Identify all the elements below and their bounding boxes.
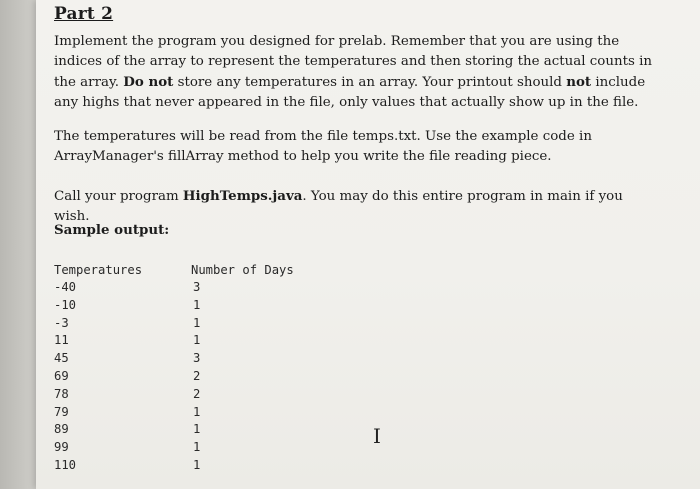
output-days-cell: 1	[193, 297, 201, 312]
paragraph-program-name	[54, 186, 654, 227]
output-days-cell: 1	[193, 422, 201, 437]
output-days-cell: 3	[193, 280, 201, 294]
output-days-cell: 1	[193, 315, 201, 330]
output-days-cell: 1	[193, 440, 201, 455]
output-temperature-cell: 69	[54, 369, 69, 383]
program-filename: HighTemps.java	[182, 188, 303, 204]
output-temperature-cell: 89	[54, 422, 69, 437]
column-header-number-of-days: Number of Days	[191, 263, 294, 277]
output-temperature-cell: 110	[54, 458, 77, 472]
page-edge-shadow	[0, 0, 36, 489]
paragraph-instructions	[54, 32, 654, 113]
output-temperature-cell: 99	[54, 440, 69, 455]
output-days-cell: 1	[193, 458, 201, 472]
column-header-temperatures: Temperatures	[54, 263, 143, 277]
output-days-cell: 2	[193, 386, 201, 401]
paragraph-text: include any highs that never appeared in the file, only values that actually show up in the file.	[54, 75, 646, 110]
output-days-cell: 1	[193, 404, 201, 419]
output-days-cell: 3	[193, 351, 201, 366]
output-days-cell: 1	[193, 333, 201, 348]
output-temperature-cell: -3	[54, 315, 69, 330]
output-days-cell: 2	[193, 369, 201, 383]
text-cursor-icon: I	[373, 424, 381, 448]
paragraph-text: Implement the program you designed for prelab. Remember that you are using the indices of the array to represent the temperatures and then storing the actual counts in the array.	[54, 34, 652, 90]
output-temperature-cell: 45	[54, 351, 69, 366]
output-temperature-cell: -40	[54, 280, 77, 294]
output-temperature-cell: 11	[54, 333, 69, 348]
emphasis-do-not: Do not	[123, 74, 174, 90]
sample-output-label: Sample output:	[54, 222, 170, 238]
output-temperature-cell: 79	[54, 404, 69, 419]
page-title: Part 2	[54, 4, 114, 24]
output-temperature-cell: 78	[54, 386, 69, 401]
paragraph-file-reading: The temperatures will be read from the file temps.txt. Use the example code in ArrayManager's fillArray method to help you write the file reading piece.	[54, 129, 592, 164]
paragraph-text: Call your program	[54, 189, 183, 204]
paragraph-text: store any temperatures in an array. Your printout should	[173, 75, 567, 90]
output-temperature-cell: -10	[54, 297, 77, 312]
emphasis-not: not	[566, 74, 592, 90]
paragraph-text: . You may do this entire program in main if you wish.	[54, 189, 623, 224]
